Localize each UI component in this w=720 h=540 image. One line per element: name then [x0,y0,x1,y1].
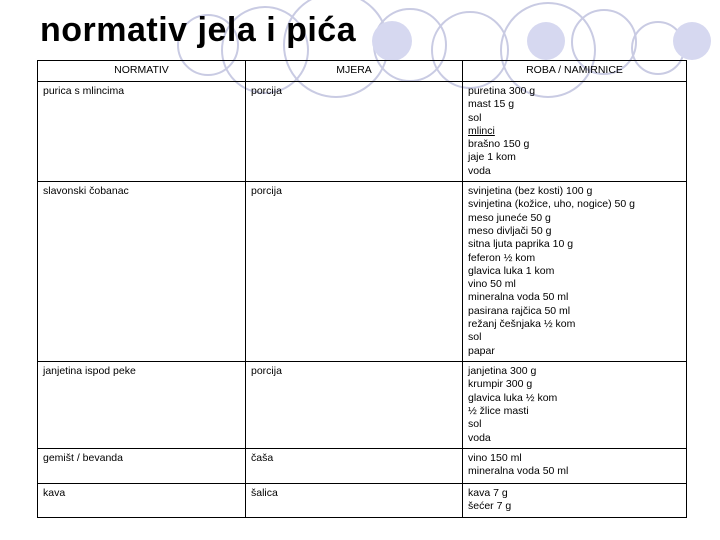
ingredient: sol [468,331,482,344]
ingredient: feferon ½ kom [468,251,536,264]
ingredient: svinjetina (kožice, uho, nogice) 50 g [468,198,635,211]
ingredient: režanj češnjaka ½ kom [468,318,576,331]
ingredient: glavica luka 1 kom [468,264,555,277]
ingredient: glavica luka ½ kom [468,391,558,404]
page-title: normativ jela i pića [40,11,357,49]
dish-measure: čaša [246,448,463,483]
dish-ingredients [463,82,687,182]
ingredient: pasirana rajčica 50 ml [468,304,571,317]
ingredient: meso juneće 50 g [468,211,551,224]
dish-name: purica s mlincima [38,82,246,182]
dish-measure: porcija [246,82,463,182]
ingredient: jaje 1 kom [468,151,516,164]
table-row [38,362,687,449]
ingredient: svinjetina (bez kosti) 100 g [468,185,593,198]
decor-dot [372,21,412,61]
dish-name: gemišt / bevanda [38,448,246,483]
dish-ingredients [463,362,687,449]
dish-measure: porcija [246,182,463,362]
table-row [38,448,687,483]
header-mjera: MJERA [246,61,463,82]
ingredient: sol [468,111,482,124]
ingredient: voda [468,431,491,444]
dish-name: janjetina ispod peke [38,362,246,449]
ingredient: puretina 300 g [468,85,536,97]
dish-measure: porcija [246,362,463,449]
ingredient: ½ žlice masti [468,404,529,417]
ingredient: janjetina 300 g [468,365,537,378]
dish-name: kava [38,483,246,517]
table-row [38,82,687,182]
header-normativ: NORMATIV [38,61,246,82]
decor-dot [673,22,711,60]
ingredient: mast 15 g [468,98,515,111]
normative-table [37,60,687,518]
ingredient: vino 150 ml [468,451,522,464]
ingredient: šećer 7 g [468,500,512,513]
ingredient: vino 50 ml [468,278,516,291]
dish-ingredients [463,483,687,517]
ingredient: krumpir 300 g [468,378,533,391]
ingredient: sol [468,418,482,431]
ingredient: mlinci [468,124,495,137]
ingredient: mineralna voda 50 ml [468,465,569,478]
ingredient: brašno 150 g [468,138,530,151]
table-header-row [38,61,687,82]
table-row [38,182,687,362]
ingredient: meso divljači 50 g [468,224,552,237]
table-row [38,483,687,517]
ingredient: mineralna voda 50 ml [468,291,569,304]
ingredient: voda [468,164,491,177]
ingredient: kava 7 g [468,486,508,499]
dish-measure: šalica [246,483,463,517]
dish-ingredients [463,448,687,483]
ingredient: sitna ljuta paprika 10 g [468,238,574,251]
decor-dot [527,22,565,60]
header-roba-namirnice: ROBA / NAMIRNICE [463,61,687,82]
ingredient: papar [468,344,495,357]
dish-name: slavonski čobanac [38,182,246,362]
dish-ingredients [463,182,687,362]
